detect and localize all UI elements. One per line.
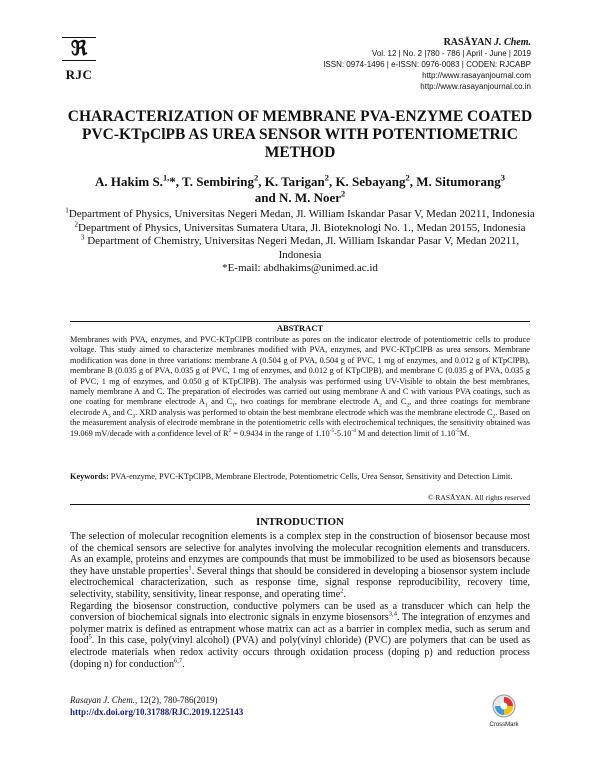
corresponding-email[interactable]: *E-mail: abdhakims@unimed.ac.id — [222, 262, 378, 274]
journal-logo — [62, 36, 96, 83]
intro-paragraph-2: Regarding the biosensor construction, conductive polymers can be used as a transducer which can help the conversion of biochemical signals into electronic signals in enzyme biosensors$^{3,4}$. The integration of enzymes and polymer matrix is defined as entrapment whose matrix can act as a barrier in complex media, such as serum and food$^5$. In this case, poly(vinyl alcohol) (PVA) and poly(vinyl chloride) (PVC) are polymers that can be used as electrode materials when redox activity occurs through oxidation process (doping p) and reduction process (doping n) for conduction$^{6,7}$. — [70, 600, 530, 670]
abstract-body: Membranes with PVA, enzymes, and PVC-KTpClPB contribute as pores on the indicator electrode of potentiometric cells to produce voltage. This study aimed to characterize membranes modified with PVA, enzymes, and PVC-KTpClPB as urea sensors. Membrane modification was done in three variations: membrane A (0.504 g of PVA, 0.504 g of PVC, 1 mg of enzymes, and 0.012 g of KTpClPB), membrane B (0.035 g of PVA, 0.035 g of PVC, 1 mg of enzymes, and 0.012 g of KTpClPB), and membrane C (0.035 g of PVA, 0.035 g of PVC, 1 mg of enzymes, and 0.050 g of KTpClPB). The analysis was performed using UV-Visible to obtain the best membranes, namely membrane A and C. The preparation of electrodes was carried out using membrane A and C with various PVA coatings, such as one coating for membrane electrode $A_1$ and $C_1$, two coatings for membrane electrode $A_2$ and $C_2$, and three coatings for membrane electrode $A_3$ and $C_3$. XRD analysis was performed to obtain the best membrane electrode which was the membrane electrode $C_2$. Based on the measurement analysis of electrode membrane in the potentiometric cells with electrochemical techniques, the sensitivity obtained was 19.069 mV/decade with a confidence level of $R^2 = 0.9434$ in the range of $1.10^{-5}-5.10^{-4}$ M and detection limit of $1.10^{-5}M$. — [70, 335, 530, 438]
volume-line: Vol. 12 | No. 2 |780 - 786 | April - June | 2019 — [371, 49, 531, 58]
crossmark-badge[interactable] — [484, 694, 524, 728]
crossmark-label: CrossMark — [489, 722, 519, 728]
journal-name: RASĀYAN J. Chem. — [443, 37, 531, 48]
paper-title: CHARACTERIZATION OF MEMBRANE PVA-ENZYME COATED PVC-KTpClPB AS UREA SENSOR WITH POTENTIOMETRIC METHOD — [67, 108, 533, 161]
keywords: Keywords: PVA-enzyme, PVC-KTpClPB, Membrane Electrode, Potentiometric Cells, Urea Sensor, Sensitivity and Detection Limit. — [70, 472, 513, 481]
abstract-top-rule — [70, 321, 530, 322]
crossmark-icon — [492, 694, 516, 720]
journal-url-1[interactable]: http://www.rasayanjournal.com — [422, 71, 531, 80]
page-footer — [70, 694, 243, 718]
journal-url-2[interactable]: http://www.rasayanjournal.co.in — [420, 82, 531, 91]
affiliation-2: $^2$Department of Physics, Universitas Sumatera Utara, Jl. Bioteknologi No. 1., Medan 20155, Indonesia — [74, 219, 526, 234]
logo-text: RJC — [65, 67, 93, 82]
citation: Rasayan J. Chem., 12(2), 780-786(2019) — [70, 695, 218, 705]
affiliation-1: $^1$Department of Physics, Universitas Negeri Medan, Jl. William Iskandar Pasar V, Medan 20211, Indonesia — [65, 206, 535, 220]
abstract-heading: ABSTRACT — [276, 323, 324, 333]
logo-emblem: ℜ — [70, 38, 88, 60]
introduction-heading: INTRODUCTION — [255, 516, 344, 528]
abstract-bottom-rule — [70, 504, 530, 505]
affiliations — [60, 208, 540, 276]
intro-paragraph-1: The selection of molecular recognition elements is a complex step in the construction of biosensor because most of the chemical sensors are selective for analytes involving the molecular recognition elements and transducers. As an example, proteins and enzymes are compounds that must be immobilized to be used as biosensors because they have unstable properties$^1$. Several things that should be considered in developing a biosensor system include electrochemical characterization, such as response time, signal response reproducibility, recovery time, selectivity, stability, sensitivity, linear response, and operating time$^2$. — [70, 531, 530, 600]
affiliation-3: $^3$ Department of Chemistry, Universitas Negeri Medan, Jl. William Iskandar Pasar V, Medan 20211, Indonesia — [80, 233, 520, 261]
journal-header — [323, 37, 531, 92]
doi-link[interactable]: http://dx.doi.org/10.31788/RJC.2019.1225143 — [70, 707, 244, 717]
author-list: A. Hakim S.$^{1,}$*, T. Sembiring$^2$, K. Tarigan$^2$, K. Sebayang$^2$, M. Situmorang$^3$ and N. M. Noer$^2$ — [95, 172, 505, 205]
introduction-body — [70, 531, 530, 670]
issn-line: ISSN: 0974-1496 | e-ISSN: 0976-0083 | CODEN: RJCABP — [323, 60, 531, 69]
copyright-notice: © RASĀYAN. All rights reserved — [427, 493, 530, 502]
